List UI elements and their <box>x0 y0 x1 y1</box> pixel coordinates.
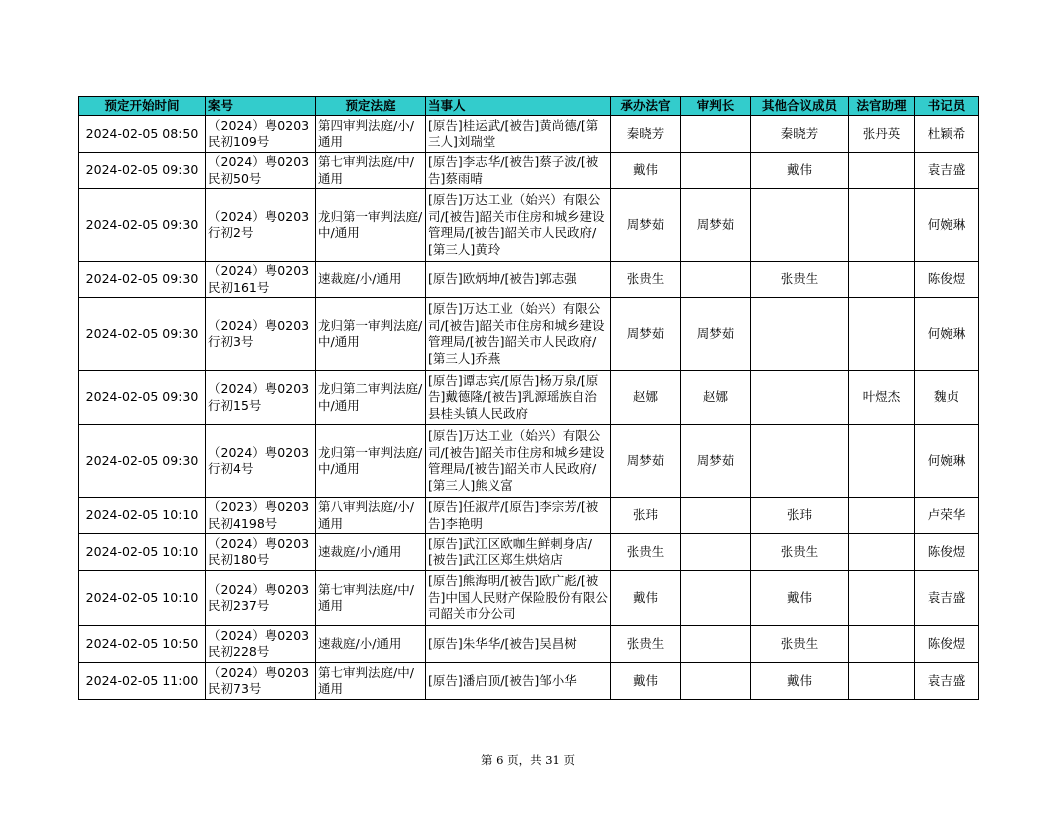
presiding-judge-cell: 周梦茹 <box>611 425 681 498</box>
judge-assistant-cell <box>849 626 915 663</box>
judge-assistant-cell <box>849 425 915 498</box>
panel-members-cell: 张贵生 <box>751 626 849 663</box>
parties-cell: [原告]熊海明/[被告]欧广彪/[被告]中国人民财产保险股份有限公司韶关市分公司 <box>426 571 611 626</box>
chief-judge-cell <box>681 116 751 153</box>
courtroom-cell: 第七审判法庭/中/通用 <box>316 571 426 626</box>
parties-cell: [原告]万达工业（始兴）有限公司/[被告]韶关市住房和城乡建设管理局/[被告]韶关市人民政府/[第三人]黄玲 <box>426 189 611 262</box>
header-clerk: 书记员 <box>915 97 979 116</box>
courtroom-cell: 第七审判法庭/中/通用 <box>316 153 426 189</box>
case-number-cell: （2024）粤0203行初3号 <box>206 298 316 371</box>
clerk-cell: 何婉琳 <box>915 425 979 498</box>
courtroom-cell: 速裁庭/小/通用 <box>316 534 426 571</box>
judge-assistant-cell: 叶煜杰 <box>849 371 915 425</box>
clerk-cell: 陈俊煜 <box>915 534 979 571</box>
table-row <box>79 571 979 626</box>
case-number-cell: （2024）粤0203民初237号 <box>206 571 316 626</box>
panel-members-cell: 戴伟 <box>751 571 849 626</box>
table-row <box>79 116 979 153</box>
panel-members-cell: 秦晓芳 <box>751 116 849 153</box>
case-number-cell: （2024）粤0203民初161号 <box>206 262 316 298</box>
parties-cell: [原告]潘启顶/[被告]邹小华 <box>426 663 611 700</box>
case-number-cell: （2024）粤0203行初2号 <box>206 189 316 262</box>
presiding-judge-cell: 戴伟 <box>611 571 681 626</box>
judge-assistant-cell <box>849 498 915 534</box>
header-presiding-judge: 承办法官 <box>611 97 681 116</box>
panel-members-cell: 张玮 <box>751 498 849 534</box>
clerk-cell: 陈俊煜 <box>915 626 979 663</box>
chief-judge-cell: 赵娜 <box>681 371 751 425</box>
clerk-cell: 袁吉盛 <box>915 663 979 700</box>
case-number-cell: （2023）粤0203民初4198号 <box>206 498 316 534</box>
panel-members-cell: 戴伟 <box>751 153 849 189</box>
clerk-cell: 袁吉盛 <box>915 153 979 189</box>
case-number-cell: （2024）粤0203民初109号 <box>206 116 316 153</box>
chief-judge-cell <box>681 571 751 626</box>
hearing-schedule-table <box>78 96 979 700</box>
header-case-number: 案号 <box>206 97 316 116</box>
presiding-judge-cell: 张贵生 <box>611 262 681 298</box>
courtroom-cell: 速裁庭/小/通用 <box>316 262 426 298</box>
presiding-judge-cell: 张贵生 <box>611 534 681 571</box>
clerk-cell: 何婉琳 <box>915 298 979 371</box>
judge-assistant-cell <box>849 153 915 189</box>
parties-cell: [原告]朱华华/[被告]吴昌树 <box>426 626 611 663</box>
presiding-judge-cell: 周梦茹 <box>611 298 681 371</box>
chief-judge-cell <box>681 153 751 189</box>
chief-judge-cell <box>681 534 751 571</box>
judge-assistant-cell <box>849 571 915 626</box>
header-start-time: 预定开始时间 <box>79 97 206 116</box>
courtroom-cell: 速裁庭/小/通用 <box>316 626 426 663</box>
case-number-cell: （2024）粤0203民初73号 <box>206 663 316 700</box>
chief-judge-cell: 周梦茹 <box>681 298 751 371</box>
judge-assistant-cell <box>849 298 915 371</box>
table-row <box>79 534 979 571</box>
table-row <box>79 663 979 700</box>
presiding-judge-cell: 戴伟 <box>611 663 681 700</box>
header-row <box>79 97 979 116</box>
panel-members-cell: 戴伟 <box>751 663 849 700</box>
table-body <box>79 116 979 700</box>
parties-cell: [原告]欧炳坤/[被告]郭志强 <box>426 262 611 298</box>
header-parties: 当事人 <box>426 97 611 116</box>
courtroom-cell: 第七审判法庭/中/通用 <box>316 663 426 700</box>
judge-assistant-cell <box>849 663 915 700</box>
start-time-cell: 2024-02-05 10:50 <box>79 626 206 663</box>
table-row <box>79 262 979 298</box>
table-row <box>79 498 979 534</box>
panel-members-cell <box>751 425 849 498</box>
parties-cell: [原告]万达工业（始兴）有限公司/[被告]韶关市住房和城乡建设管理局/[被告]韶关市人民政府/[第三人]乔燕 <box>426 298 611 371</box>
clerk-cell: 袁吉盛 <box>915 571 979 626</box>
start-time-cell: 2024-02-05 10:10 <box>79 534 206 571</box>
chief-judge-cell: 周梦茹 <box>681 189 751 262</box>
presiding-judge-cell: 周梦茹 <box>611 189 681 262</box>
header-courtroom: 预定法庭 <box>316 97 426 116</box>
presiding-judge-cell: 张玮 <box>611 498 681 534</box>
start-time-cell: 2024-02-05 08:50 <box>79 116 206 153</box>
table-row <box>79 153 979 189</box>
clerk-cell: 何婉琳 <box>915 189 979 262</box>
judge-assistant-cell: 张丹英 <box>849 116 915 153</box>
chief-judge-cell <box>681 498 751 534</box>
start-time-cell: 2024-02-05 09:30 <box>79 298 206 371</box>
clerk-cell: 陈俊煜 <box>915 262 979 298</box>
case-number-cell: （2024）粤0203行初15号 <box>206 371 316 425</box>
header-chief-judge: 审判长 <box>681 97 751 116</box>
parties-cell: [原告]武江区欧咖生鲜刺身店/[被告]武江区郑生烘焙店 <box>426 534 611 571</box>
chief-judge-cell <box>681 626 751 663</box>
table-row <box>79 298 979 371</box>
start-time-cell: 2024-02-05 09:30 <box>79 153 206 189</box>
parties-cell: [原告]谭志宾/[原告]杨万泉/[原告]戴德隆/[被告]乳源瑶族自治县桂头镇人民政府 <box>426 371 611 425</box>
case-number-cell: （2024）粤0203民初180号 <box>206 534 316 571</box>
clerk-cell: 卢荣华 <box>915 498 979 534</box>
start-time-cell: 2024-02-05 10:10 <box>79 571 206 626</box>
header-judge-assistant: 法官助理 <box>849 97 915 116</box>
panel-members-cell: 张贵生 <box>751 262 849 298</box>
table-row <box>79 626 979 663</box>
chief-judge-cell <box>681 262 751 298</box>
parties-cell: [原告]万达工业（始兴）有限公司/[被告]韶关市住房和城乡建设管理局/[被告]韶关市人民政府/[第三人]熊义富 <box>426 425 611 498</box>
clerk-cell: 魏贞 <box>915 371 979 425</box>
panel-members-cell <box>751 298 849 371</box>
courtroom-cell: 第八审判法庭/小/通用 <box>316 498 426 534</box>
table-row <box>79 425 979 498</box>
courtroom-cell: 龙归第一审判法庭/中/通用 <box>316 298 426 371</box>
panel-members-cell: 张贵生 <box>751 534 849 571</box>
presiding-judge-cell: 戴伟 <box>611 153 681 189</box>
panel-members-cell <box>751 189 849 262</box>
page-footer: 第 6 页，共 31 页 <box>480 753 576 767</box>
start-time-cell: 2024-02-05 09:30 <box>79 425 206 498</box>
chief-judge-cell: 周梦茹 <box>681 425 751 498</box>
start-time-cell: 2024-02-05 11:00 <box>79 663 206 700</box>
case-number-cell: （2024）粤0203民初228号 <box>206 626 316 663</box>
presiding-judge-cell: 张贵生 <box>611 626 681 663</box>
courtroom-cell: 龙归第二审判法庭/中/通用 <box>316 371 426 425</box>
panel-members-cell <box>751 371 849 425</box>
courtroom-cell: 龙归第一审判法庭/中/通用 <box>316 425 426 498</box>
start-time-cell: 2024-02-05 09:30 <box>79 371 206 425</box>
judge-assistant-cell <box>849 189 915 262</box>
judge-assistant-cell <box>849 534 915 571</box>
table-row <box>79 371 979 425</box>
case-number-cell: （2024）粤0203民初50号 <box>206 153 316 189</box>
start-time-cell: 2024-02-05 09:30 <box>79 262 206 298</box>
header-panel-members: 其他合议成员 <box>751 97 849 116</box>
case-number-cell: （2024）粤0203行初4号 <box>206 425 316 498</box>
judge-assistant-cell <box>849 262 915 298</box>
chief-judge-cell <box>681 663 751 700</box>
parties-cell: [原告]桂运武/[被告]黄尚德/[第三人]刘瑞堂 <box>426 116 611 153</box>
parties-cell: [原告]任淑芹/[原告]李宗芳/[被告]李艳明 <box>426 498 611 534</box>
parties-cell: [原告]李志华/[被告]蔡子波/[被告]蔡雨晴 <box>426 153 611 189</box>
start-time-cell: 2024-02-05 10:10 <box>79 498 206 534</box>
presiding-judge-cell: 秦晓芳 <box>611 116 681 153</box>
start-time-cell: 2024-02-05 09:30 <box>79 189 206 262</box>
courtroom-cell: 第四审判法庭/小/通用 <box>316 116 426 153</box>
clerk-cell: 杜颖希 <box>915 116 979 153</box>
presiding-judge-cell: 赵娜 <box>611 371 681 425</box>
courtroom-cell: 龙归第一审判法庭/中/通用 <box>316 189 426 262</box>
table-row <box>79 189 979 262</box>
